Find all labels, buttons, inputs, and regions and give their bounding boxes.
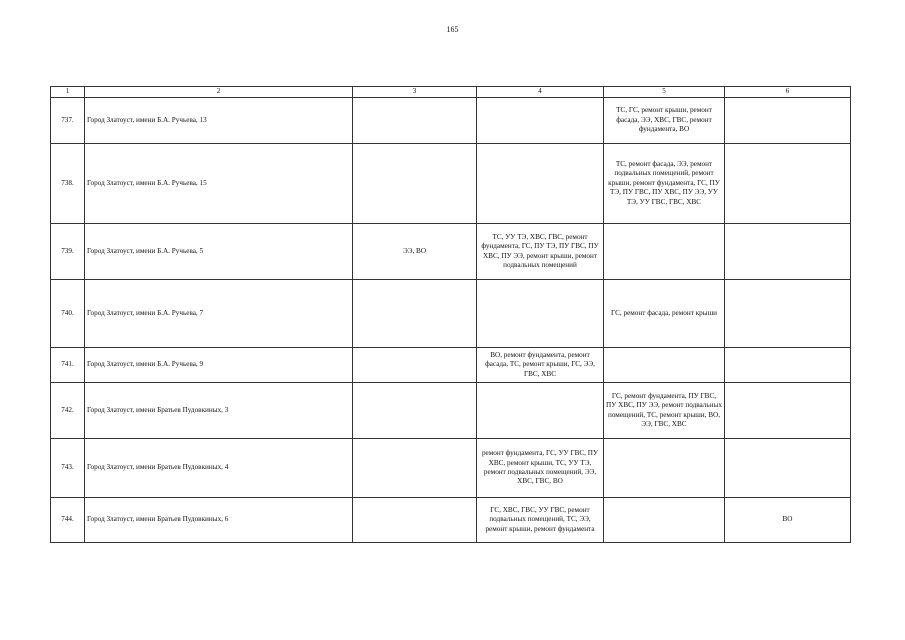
row-number: 741.	[51, 348, 85, 383]
header-row	[51, 87, 851, 98]
col3-cell: ЭЭ, ВО	[353, 224, 477, 280]
address-cell: Город Златоуст, имени Б.А. Ручьева, 5	[85, 224, 353, 280]
col6-cell	[725, 439, 851, 498]
table-row	[51, 439, 851, 498]
col4-cell	[477, 144, 604, 224]
col3-cell	[353, 348, 477, 383]
table-row	[51, 280, 851, 348]
address-cell: Город Златоуст, имени Б.А. Ручьева, 9	[85, 348, 353, 383]
column-header: 6	[725, 87, 851, 98]
row-number: 743.	[51, 439, 85, 498]
table-row	[51, 224, 851, 280]
col6-cell	[725, 348, 851, 383]
registry-table	[50, 86, 851, 543]
col4-cell: ТС, УУ ТЭ, ХВС, ГВС, ремонт фундамента, ГС, ПУ ТЭ, ПУ ГВС, ПУ ХВС, ПУ ЭЭ, ремонт крыши, ремонт подвальных помещений	[477, 224, 604, 280]
col3-cell	[353, 439, 477, 498]
address-cell: Город Златоуст, имени Братьев Пудовкиных, 4	[85, 439, 353, 498]
col6-cell: ВО	[725, 498, 851, 543]
address-cell: Город Златоуст, имени Братьев Пудовкиных, 3	[85, 383, 353, 439]
col6-cell	[725, 224, 851, 280]
col4-cell	[477, 383, 604, 439]
column-header: 4	[477, 87, 604, 98]
col5-cell: ГС, ремонт фасада, ремонт крыши	[604, 280, 725, 348]
col6-cell	[725, 383, 851, 439]
address-cell: Город Златоуст, имени Б.А. Ручьева, 13	[85, 98, 353, 144]
col3-cell	[353, 98, 477, 144]
col6-cell	[725, 144, 851, 224]
col5-cell: ГС, ремонт фундамента, ПУ ГВС, ПУ ХВС, ПУ ЭЭ, ремонт подвальных помещений, ТС, ремонт крыши, ВО, ЭЭ, ГВС, ХВС	[604, 383, 725, 439]
col5-cell	[604, 224, 725, 280]
row-number: 742.	[51, 383, 85, 439]
col3-cell	[353, 498, 477, 543]
column-header: 5	[604, 87, 725, 98]
row-number: 738.	[51, 144, 85, 224]
col4-cell: ремонт фундамента, ГС, УУ ГВС, ПУ ХВС, ремонт крыши, ТС, УУ ТЭ, ремонт подвальных помещений, ЭЭ, ХВС, ГВС, ВО	[477, 439, 604, 498]
col4-cell: ГС, ХВС, ГВС, УУ ГВС, ремонт подвальных помещений, ТС, ЭЭ, ремонт крыши, ремонт фундамента	[477, 498, 604, 543]
row-number: 737.	[51, 98, 85, 144]
row-number: 740.	[51, 280, 85, 348]
col5-cell	[604, 439, 725, 498]
table-row	[51, 98, 851, 144]
col4-cell: ВО, ремонт фундамента, ремонт фасада, ТС, ремонт крыши, ГС, ЭЭ, ГВС, ХВС	[477, 348, 604, 383]
address-cell: Город Златоуст, имени Б.А. Ручьева, 7	[85, 280, 353, 348]
column-header: 2	[85, 87, 353, 98]
table-row	[51, 383, 851, 439]
col3-cell	[353, 280, 477, 348]
col4-cell	[477, 98, 604, 144]
address-cell: Город Златоуст, имени Братьев Пудовкиных, 6	[85, 498, 353, 543]
col6-cell	[725, 98, 851, 144]
row-number: 739.	[51, 224, 85, 280]
page-number: 165	[446, 25, 459, 34]
row-number: 744.	[51, 498, 85, 543]
col4-cell	[477, 280, 604, 348]
table-row	[51, 144, 851, 224]
col3-cell	[353, 383, 477, 439]
col6-cell	[725, 280, 851, 348]
col3-cell	[353, 144, 477, 224]
col5-cell: ТС, ремонт фасада, ЭЭ, ремонт подвальных помещений, ремонт крыши, ремонт фундамента, ГС, ПУ ТЭ, ПУ ГВС, ПУ ХВС, ПУ ЭЭ, УУ ТЭ, УУ ГВС, ГВС, ХВС	[604, 144, 725, 224]
address-cell: Город Златоуст, имени Б.А. Ручьева, 15	[85, 144, 353, 224]
table-row	[51, 348, 851, 383]
col5-cell: ТС, ГС, ремонт крыши, ремонт фасада, ЭЭ, ХВС, ГВС, ремонт фундамента, ВО	[604, 98, 725, 144]
table-row	[51, 498, 851, 543]
column-header: 1	[51, 87, 85, 98]
column-header: 3	[353, 87, 477, 98]
col5-cell	[604, 348, 725, 383]
col5-cell	[604, 498, 725, 543]
